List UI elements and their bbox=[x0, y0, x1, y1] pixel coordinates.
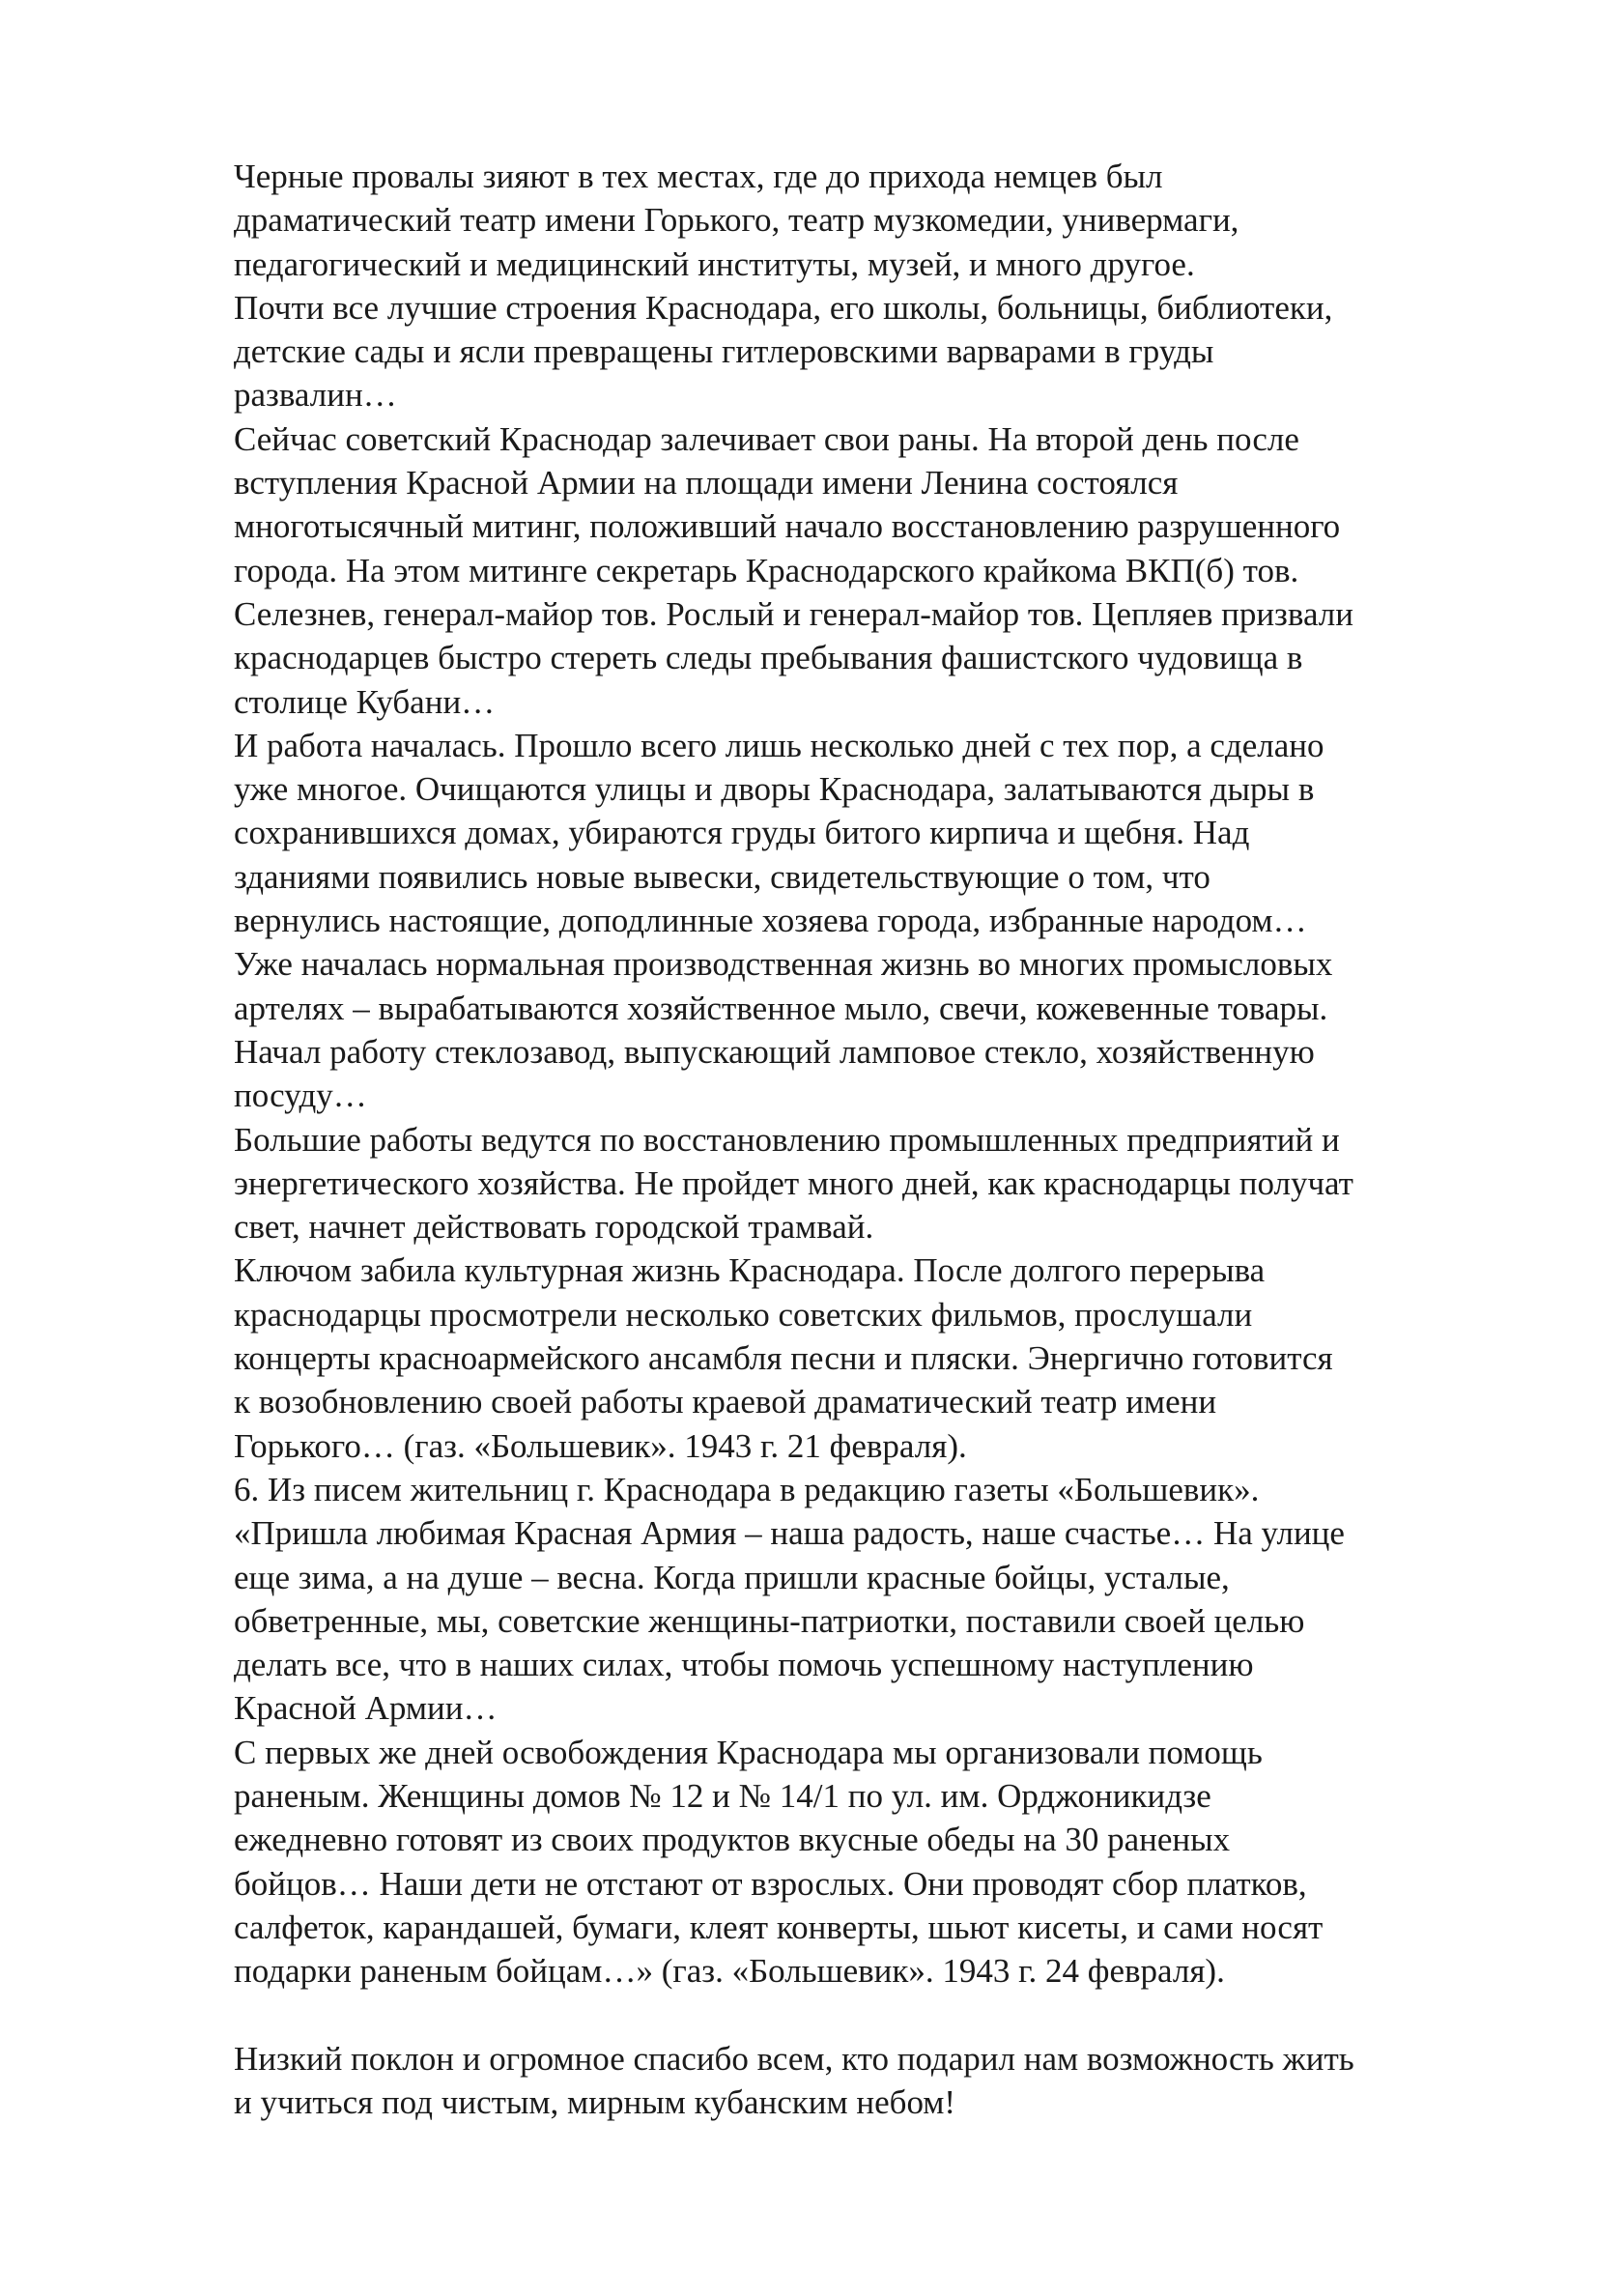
text-line: сохранившихся домах, убираются груды битого кирпича и щебня. Над bbox=[234, 814, 1250, 852]
text-line: развалин… bbox=[234, 376, 397, 415]
text-line: бойцов… Наши дети не отстают от взрослых. Они проводят сбор платков, bbox=[234, 1864, 1307, 1903]
text-line: ежедневно готовят из своих продуктов вкусные обеды на 30 раненых bbox=[234, 1821, 1231, 1859]
text-line: делать все, что в наших силах, чтобы помочь успешному наступлению bbox=[234, 1646, 1254, 1684]
text-line: Ключом забила культурная жизнь Краснодара. После долгого перерыва bbox=[234, 1251, 1266, 1290]
text-line: детские сады и ясли превращены гитлеровскими варварами в груды bbox=[234, 332, 1214, 371]
text-line: драматический театр имени Горького, театр музкомедии, универмаги, bbox=[234, 201, 1239, 240]
text-line: Красной Армии… bbox=[234, 1689, 498, 1728]
text-line: города. На этом митинге секретарь Краснодарского крайкома ВКП(б) тов. bbox=[234, 551, 1299, 589]
text-line: энергетического хозяйства. Не пройдет много дней, как краснодарцы получат bbox=[234, 1163, 1353, 1202]
text-line: свет, начнет действовать городской трамвай. bbox=[234, 1208, 874, 1247]
body-text bbox=[234, 155, 1528, 2124]
text-line: И работа началась. Прошло всего лишь несколько дней с тех пор, а сделано bbox=[234, 726, 1324, 764]
text-line: С первых же дней освобождения Краснодара мы организовали помощь bbox=[234, 1733, 1263, 1771]
text-line: артелях – вырабатываются хозяйственное мыло, свечи, кожевенные товары. bbox=[234, 989, 1328, 1027]
text-line: Горького… (газ. «Большевик». 1943 г. 21 февраля). bbox=[234, 1426, 967, 1465]
text-line: зданиями появились новые вывески, свидетельствующие о том, что bbox=[234, 857, 1210, 896]
text-line: краснодарцев быстро стереть следы пребывания фашистского чудовища в bbox=[234, 639, 1303, 677]
text-line: концерты красноармейского ансамбля песни и пляски. Энергично готовится bbox=[234, 1339, 1333, 1378]
text-line: Черные провалы зияют в тех местах, где до прихода немцев был bbox=[234, 158, 1163, 195]
text-line: столице Кубани… bbox=[234, 682, 496, 721]
text-line: Почти все лучшие строения Краснодара, его школы, больницы, библиотеки, bbox=[234, 288, 1333, 327]
text-line: уже многое. Очищаются улицы и дворы Краснодара, залатываются дыры в bbox=[234, 770, 1315, 809]
text-line: вернулись настоящие, доподлинные хозяева города, избранные народом… bbox=[234, 902, 1307, 940]
text-line: Сейчас советский Краснодар залечивает свои раны. На второй день после bbox=[234, 419, 1299, 458]
text-line: Большие работы ведутся по восстановлению промышленных предприятий и bbox=[234, 1120, 1340, 1159]
text-line: еще зима, а на душе – весна. Когда пришли красные бойцы, усталые, bbox=[234, 1558, 1230, 1596]
paragraph-gap bbox=[234, 1993, 1528, 2036]
text-line: Селезнев, генерал-майор тов. Рослый и генерал-майор тов. Цепляев призвали bbox=[234, 594, 1353, 633]
text-line: обветренные, мы, советские женщины-патриотки, поставили своей целью bbox=[234, 1601, 1305, 1640]
text-line: подарки раненым бойцам…» (газ. «Большевик». 1943 г. 24 февраля). bbox=[234, 1952, 1225, 1991]
text-line: краснодарцы просмотрели несколько советских фильмов, прослушали bbox=[234, 1295, 1253, 1334]
text-line: вступления Красной Армии на площади имени Ленина состоялся bbox=[234, 464, 1179, 502]
text-line: многотысячный митинг, положивший начало восстановлению разрушенного bbox=[234, 507, 1341, 546]
closing-line: Низкий поклон и огромное спасибо всем, кто подарил нам возможность жить bbox=[234, 2039, 1354, 2078]
text-line: педагогический и медицинский институты, музей, и много другое. bbox=[234, 244, 1195, 283]
text-line: салфеток, карандашей, бумаги, клеят конверты, шьют кисеты, и сами носят bbox=[234, 1908, 1324, 1946]
closing-line: и учиться под чистым, мирным кубанским небом! bbox=[234, 2083, 956, 2122]
text-line: к возобновлению своей работы краевой драматический театр имени bbox=[234, 1383, 1217, 1421]
text-line: «Пришла любимая Красная Армия – наша радость, наше счастье… На улице bbox=[234, 1514, 1345, 1553]
text-line: раненым. Женщины домов № 12 и № 14/1 по ул. им. Орджоникидзе bbox=[234, 1776, 1211, 1815]
text-line: посуду… bbox=[234, 1076, 367, 1115]
text-line: Начал работу стеклозавод, выпускающий ламповое стекло, хозяйственную bbox=[234, 1032, 1315, 1071]
text-line: 6. Из писем жительниц г. Краснодара в редакцию газеты «Большевик». bbox=[234, 1470, 1260, 1508]
text-line: Уже началась нормальная производственная жизнь во многих промысловых bbox=[234, 945, 1333, 984]
